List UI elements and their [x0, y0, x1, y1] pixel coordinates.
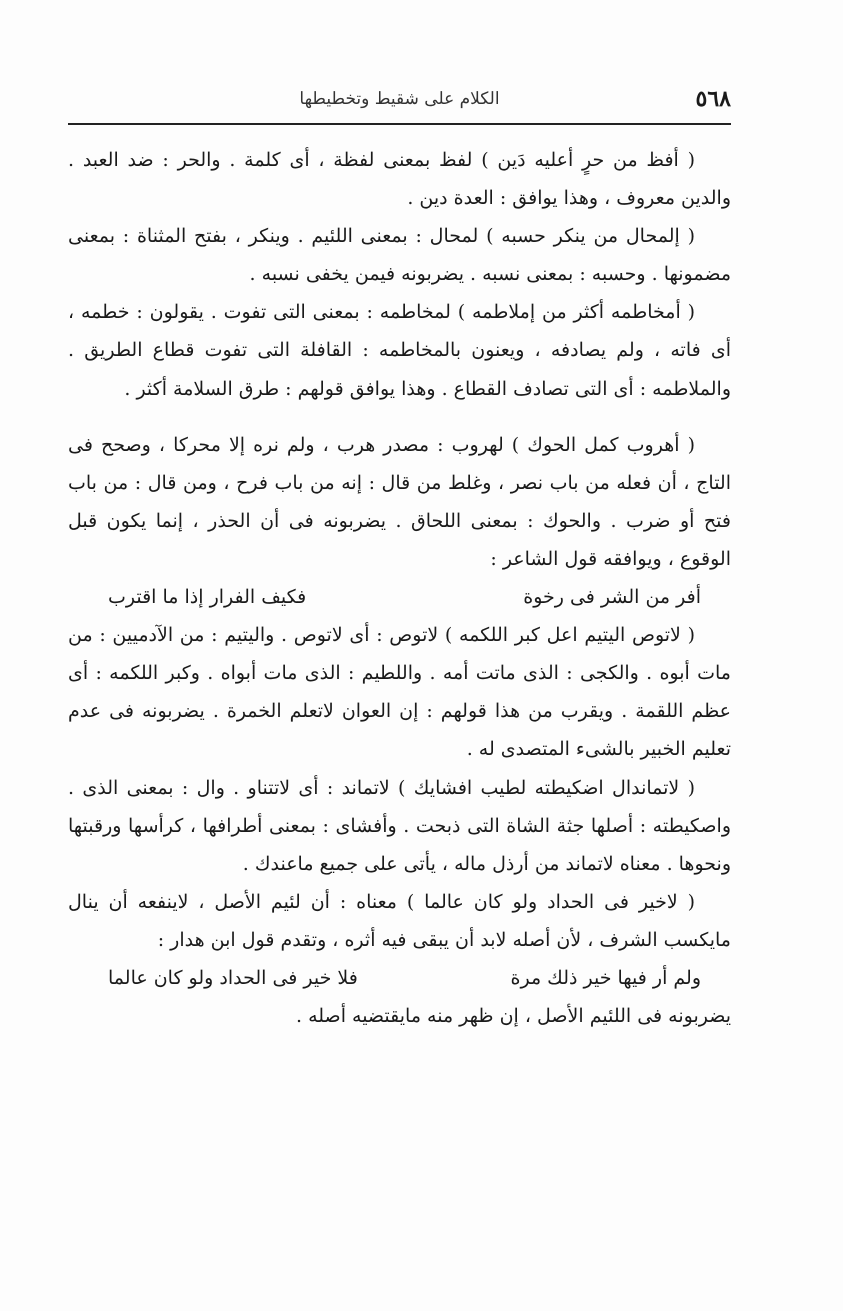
proverb-entry: ( لاتماندال اضكيطته لطيب افشايك ) لاتماند : أى لاتتناو . وال : بمعنى الذى . واصكيطته : أصلها جثة الشاة التى ذبحت . وأفشاى : بمعنى أطرافها ، كرأسها ورقبتها ونحوها . معناه لاتماند من أرذل ماله ، يأتى على جميع ماعندك . — [68, 776, 731, 875]
running-title: الكلام على شقيط وتخطيطها — [299, 89, 500, 109]
page-number: ٥٦٨ — [695, 86, 731, 112]
verse-second-hemistich: فكيف الفرار إذا ما اقترب — [108, 586, 307, 609]
proverb-entry: ( أفظ من حرٍ أعليه دَين ) لفظ بمعنى لفظة ، أى كلمة . والحر : ضد العبد . والدين معروف ، وهذا يوافق : العدة دين . — [68, 149, 731, 210]
proverb-entry: ( لاتوص اليتيم اعل كبر اللكمه ) لاتوص : أى لاتوص . واليتيم : من الآدميين : من مات أبوه . والكجى : الذى ماتت أمه . واللطيم : الذى مات أبواه . وكبر اللكمه : أى عظم اللقمة . ويقرب من هذا قولهم : إن العوان لاتعلم الخمرة . يضربونه فى عدم تعليم الخبير بالشىء المتصدى له . — [68, 624, 731, 761]
verse-first-hemistich: أفر من الشر فى رخوة — [523, 586, 701, 609]
proverb-entry: ( أهروب كمل الحوك ) لهروب : مصدر هرب ، ولم نره إلا محركا ، وصحح فى التاج ، أن فعله من باب نصر ، وغلط من قال : إنه من باب فرح ، ومن قال : من باب فتح أو ضرب . والحوك : بمعنى اللحاق . يضربونه فى أن الحذر ، إنما يكون قبل الوقوع ، ويوافقه قول الشاعر : — [68, 433, 731, 570]
proverb-entry: ( إلمحال من ينكر حسبه ) لمحال : بمعنى اللئيم . وينكر ، بفتح المثناة : بمعنى مضمونها . وحسبه : بمعنى نسبه . يضربونه فيمن يخفى نسبه . — [68, 225, 731, 286]
commentary-line: يضربونه فى اللئيم الأصل ، إن ظهر منه مايقتضيه أصله . — [296, 1005, 731, 1028]
header-divider — [68, 123, 731, 125]
proverb-entry: ( لاخير فى الحداد ولو كان عالما ) معناه : أن لئيم الأصل ، لاينفعه أن ينال مايكسب الشرف ، لأن أصله لابد أن يبقى فيه أثره ، وتقدم قول ابن هدار : — [68, 890, 731, 951]
proverb-entry: ( أمخاطمه أكثر من إملاطمه ) لمخاطمه : بمعنى التى تفوت . يقولون : خطمه ، أى فاته ، ولم يصادفه ، ويعنون بالمخاطمه : القافلة التى تفوت قطاع الطريق . والملاطمه : أى التى تصادف القطاع . وهذا يوافق قولهم : طرق السلامة أكثر . — [68, 301, 731, 400]
page-header — [68, 82, 731, 122]
verse-second-hemistich: فلا خير فى الحداد ولو كان عالما — [108, 966, 358, 989]
poetry-verse — [68, 578, 731, 616]
verse-first-hemistich: ولم أر فيها خير ذلك مرة — [510, 966, 701, 989]
poetry-verse — [68, 959, 731, 997]
page-body — [68, 141, 731, 1035]
